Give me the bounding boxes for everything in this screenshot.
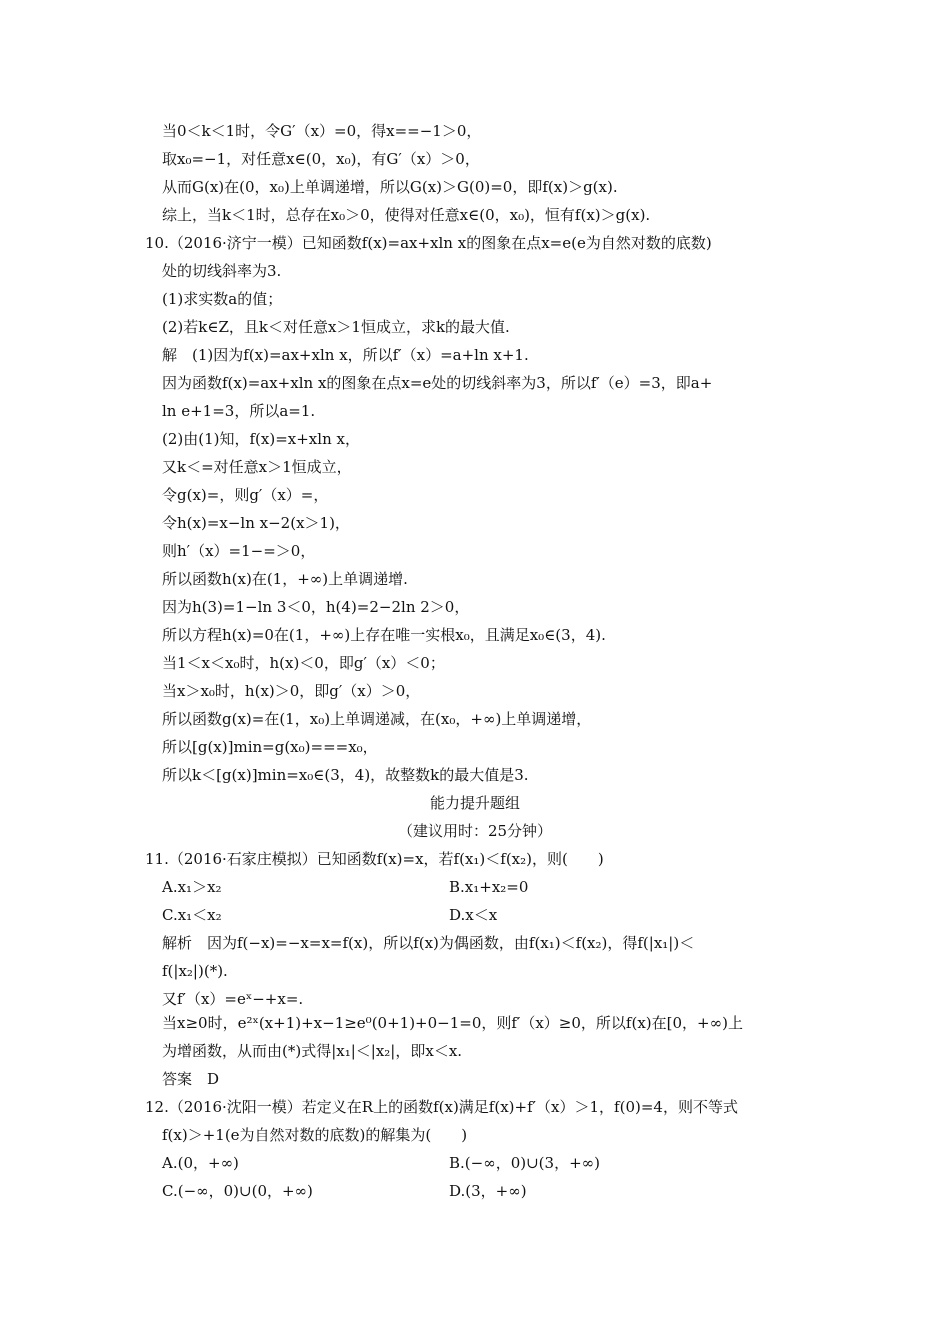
text-line: 所以函数h(x)在(1，+∞)上单调递增. bbox=[162, 570, 408, 588]
question-11-option-b: B.x₁+x₂=0 bbox=[449, 878, 529, 896]
text-line: 因为h(3)=1−ln 3＜0，h(4)=2−2ln 2＞0， bbox=[162, 598, 470, 616]
text-line: 又k＜=对任意x＞1恒成立， bbox=[162, 458, 352, 476]
question-11-option-c: C.x₁＜x₂ bbox=[162, 906, 222, 924]
text-line: 所以k＜[g(x)]min=x₀∈(3，4)，故整数k的最大值是3. bbox=[162, 766, 529, 784]
text-line: 综上，当k＜1时，总存在x₀＞0，使得对任意x∈(0，x₀)，恒有f(x)＞g(x). bbox=[162, 206, 651, 224]
section-subtitle: （建议用时：25分钟） bbox=[397, 822, 553, 840]
question-12-option-a: A.(0，+∞) bbox=[162, 1154, 239, 1172]
text-line: (2)若k∈Z，且k＜对任意x＞1恒成立，求k的最大值. bbox=[162, 318, 510, 336]
question-11-stem: 11.（2016·石家庄模拟）已知函数f(x)=x，若f(x₁)＜f(x₂)，则( ) bbox=[145, 850, 604, 868]
question-11-analysis: 解析 因为f(−x)=−x=x=f(x)，所以f(x)为偶函数，由f(x₁)＜f(x₂)，得f(|x₁|)＜ bbox=[162, 934, 695, 952]
text-line: 令g(x)=，则g′（x）=， bbox=[162, 486, 329, 504]
question-11-answer: 答案 D bbox=[162, 1070, 220, 1088]
text-line: 因为函数f(x)=ax+xln x的图象在点x=e处的切线斜率为3，所以f′（e）=3，即a+ bbox=[162, 374, 713, 392]
text-line: 所以函数g(x)=在(1，x₀)上单调递减，在(x₀，+∞)上单调递增， bbox=[162, 710, 592, 728]
question-11-option-d: D.x＜x bbox=[449, 906, 498, 924]
text-line: 当0＜k＜1时，令G′（x）=0，得x==−1＞0， bbox=[162, 122, 482, 140]
text-line: 处的切线斜率为3. bbox=[162, 262, 282, 280]
text-line: 所以方程h(x)=0在(1，+∞)上存在唯一实根x₀，且满足x₀∈(3，4). bbox=[162, 626, 606, 644]
question-12-option-b: B.(−∞，0)∪(3，+∞) bbox=[449, 1154, 600, 1172]
text-line: 则h′（x）=1−=＞0， bbox=[162, 542, 316, 560]
text-line: 当1＜x＜x₀时，h(x)＜0，即g′（x）＜0； bbox=[162, 654, 445, 672]
question-12-stem: 12.（2016·沈阳一模）若定义在R上的函数f(x)满足f(x)+f′（x）＞1，f(0)=4，则不等式 bbox=[145, 1098, 738, 1116]
text-line: 令h(x)=x−ln x−2(x＞1)， bbox=[162, 514, 350, 532]
question-10-stem: 10.（2016·济宁一模）已知函数f(x)=ax+xln x的图象在点x=e(e为自然对数的底数) bbox=[145, 234, 712, 252]
question-12-option-c: C.(−∞，0)∪(0，+∞) bbox=[162, 1182, 313, 1200]
text-line: 所以[g(x)]min=g(x₀)===x₀， bbox=[162, 738, 378, 756]
text-line: 当x＞x₀时，h(x)＞0，即g′（x）＞0， bbox=[162, 682, 421, 700]
question-12-option-d: D.(3，+∞) bbox=[449, 1182, 527, 1200]
question-11-analysis: f(|x₂|)(*). bbox=[162, 962, 228, 980]
text-line: 从而G(x)在(0，x₀)上单调递增，所以G(x)＞G(0)=0，即f(x)＞g(x). bbox=[162, 178, 618, 196]
question-11-option-a: A.x₁＞x₂ bbox=[162, 878, 222, 896]
question-11-analysis: 当x≥0时，e²ˣ(x+1)+x−1≥e⁰(0+1)+0−1=0，则f′（x）≥0，所以f(x)在[0，+∞)上 bbox=[162, 1014, 743, 1032]
section-title: 能力提升题组 bbox=[429, 794, 520, 812]
text-line: ln e+1=3，所以a=1. bbox=[162, 402, 316, 420]
text-line: 取x₀=−1，对任意x∈(0，x₀)，有G′（x）＞0， bbox=[162, 150, 480, 168]
solution-start: 解 (1)因为f(x)=ax+xln x，所以f′（x）=a+ln x+1. bbox=[162, 346, 529, 364]
text-line: (2)由(1)知，f(x)=x+xln x， bbox=[162, 430, 360, 448]
question-11-analysis: 又f′（x）=eˣ−+x=. bbox=[162, 990, 304, 1008]
text-line: (1)求实数a的值； bbox=[162, 290, 283, 308]
question-12-stem: f(x)＞+1(e为自然对数的底数)的解集为( ) bbox=[162, 1126, 468, 1144]
question-11-analysis: 为增函数，从而由(*)式得|x₁|＜|x₂|，即x＜x. bbox=[162, 1042, 463, 1060]
